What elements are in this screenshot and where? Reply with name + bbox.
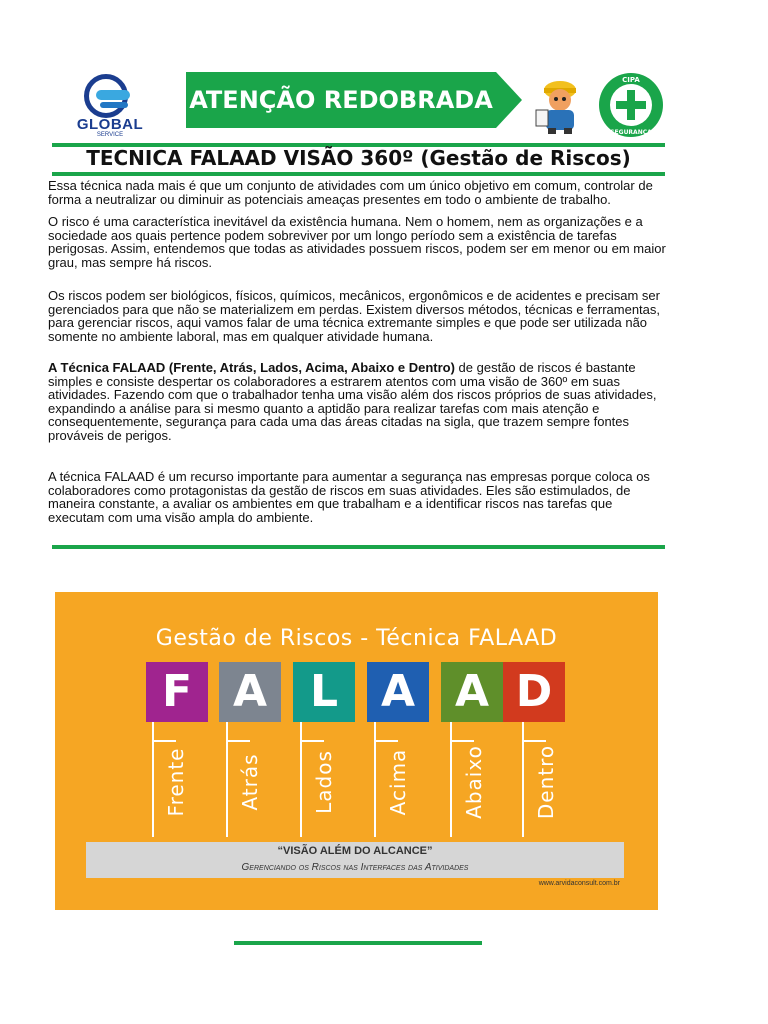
title-bottom-rule (52, 172, 665, 176)
global-service-logo (60, 74, 160, 142)
paragraph-4-text: de gestão de riscos é bastante simples e consiste despertar os colaboradores a estrarem atentos com uma visão de 360º em suas atividades. Fazendo com que o trabalhador tenha uma visão além dos riscos próprios de suas atividades, expandindo a análise para si mesmo quanto a aptidão para realizar tarefas com mais atenção e consequentemente, segurança para cada uma das áreas citadas na sigla, que trazem sempre fontes prováveis de perigos. (48, 360, 657, 443)
paragraph-3: Os riscos podem ser biológicos, físicos, químicos, mecânicos, ergonômicos e de acidentes e precisam ser gerenciados para que não se materializem em perdas. Existem diversos métodos, técnicas e ferramentas, para gerenciar riscos, aqui vamos falar de uma técnica extremante simples e que pode ser utilizada não somente no ambiente laboral, mas em qualquer atividade humana. (48, 288, 661, 344)
direction-frente: Frente (164, 747, 188, 817)
banner-arrow (496, 72, 522, 128)
safety-mascot-icon (530, 70, 592, 136)
letter-tile-l: L (293, 662, 355, 722)
banner-title: ATENÇÃO REDOBRADA (189, 86, 493, 114)
cipa-seal-icon (598, 72, 664, 138)
slogan-line-1: “VISÃO ALÉM DO ALCANCE” (277, 845, 433, 857)
section-divider (52, 545, 665, 549)
footer-bar (234, 941, 482, 945)
page-title: TECNICA FALAAD VISÃO 360º (Gestão de Riscos) (86, 146, 631, 170)
cipa-top-text: CIPA (622, 76, 640, 84)
logo-sub: SERVICE (96, 132, 124, 138)
source-website: www.arvidaconsult.com.br (538, 880, 620, 887)
direction-atras: Atrás (238, 753, 262, 811)
direction-dentro: Dentro (534, 744, 558, 820)
infographic-title: Gestão de Riscos - Técnica FALAAD (155, 626, 558, 651)
paragraph-5: A técnica FALAAD é um recurso importante para aumentar a segurança nas empresas porque coloca os colaboradores como protagonistas da gestão de riscos em suas atividades. Eles são estimulados, de maneira constante, a avaliar os ambientes em que trabalham e a identificar riscos nas tarefas que executam com uma visão ampla do ambiente. (48, 469, 650, 525)
logo-name: GLOBAL (76, 116, 144, 133)
letter-tile-a1: A (219, 662, 281, 722)
letter-tile-f: F (146, 662, 208, 722)
slogan-line-2: Gerenciando os Riscos nas Interfaces das Atividades (241, 862, 469, 873)
paragraph-2: O risco é uma característica inevitável da existência humana. Nem o homem, nem as organizações e a sociedade aos quais pertence podem sobreviver por um longo período sem a existência de tarefas perigosas. Assim, entendemos que todas as atividades possuem riscos, podem ser em menor ou em maior grau, mas sempre há riscos. (48, 214, 666, 270)
paragraph-4 (48, 361, 668, 442)
direction-acima: Acima (386, 748, 410, 816)
letter-tile-a3: A (441, 662, 503, 722)
falaad-definition: A Técnica FALAAD (Frente, Atrás, Lados, Acima, Abaixo e Dentro) (48, 360, 455, 375)
cipa-bottom-text: SEGURANÇA (610, 129, 652, 136)
letter-tile-d: D (503, 662, 565, 722)
direction-abaixo: Abaixo (462, 745, 486, 819)
paragraph-1: Essa técnica nada mais é que um conjunto de atividades com um único objetivo em comum, controlar de forma a neutralizar ou diminuir as potenciais ameaças presentes em todo o ambiente de trabalho. (48, 178, 653, 207)
letter-tile-a2: A (367, 662, 429, 722)
direction-lados: Lados (312, 750, 336, 814)
